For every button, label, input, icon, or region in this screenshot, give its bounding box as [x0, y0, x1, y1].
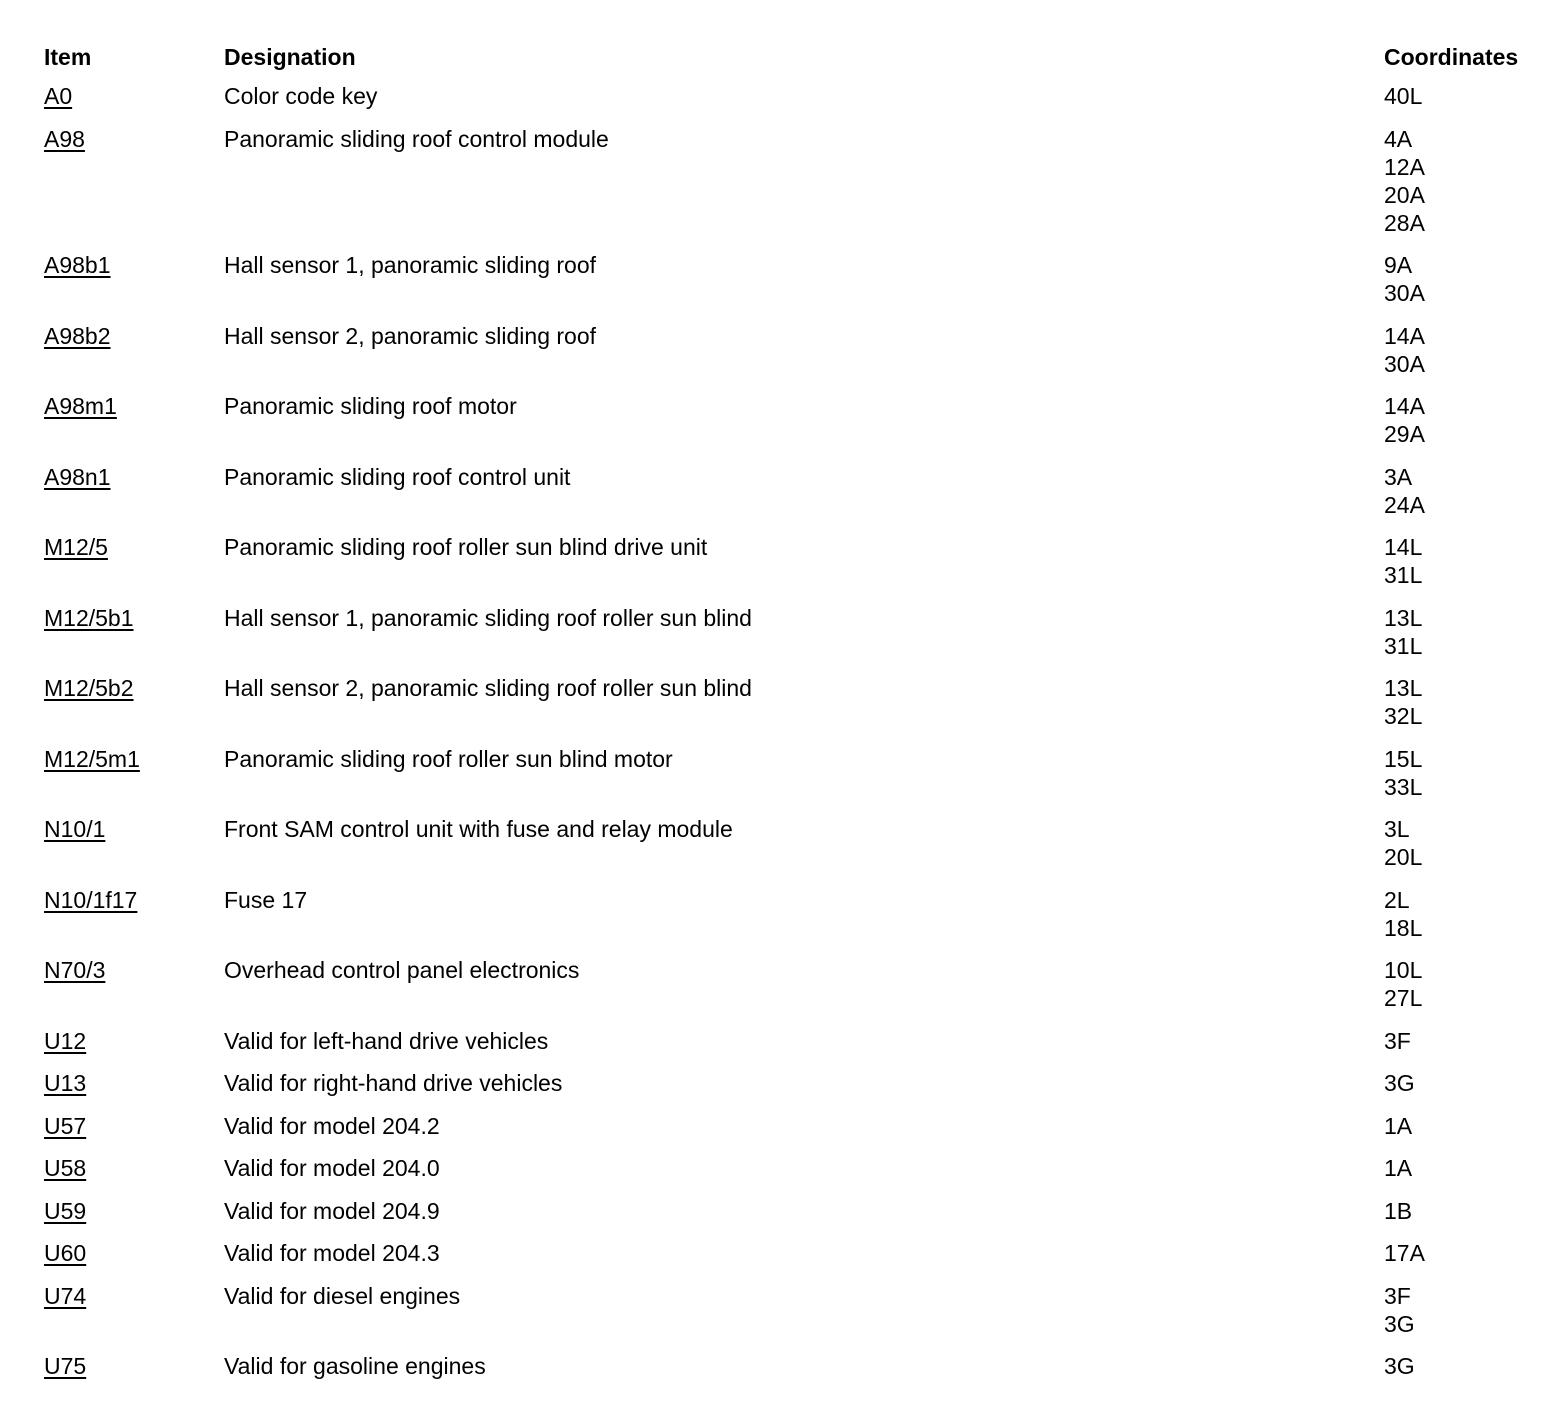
- coordinate-value: 32L: [1384, 703, 1423, 729]
- table-row: [44, 745, 1544, 816]
- coordinate-value: 14A: [1384, 322, 1425, 349]
- coordinate-value: 13L: [1384, 675, 1423, 701]
- item-cell: [44, 392, 117, 420]
- designation-cell: Valid for model 204.3: [224, 1240, 440, 1266]
- coordinates-cell: [1384, 956, 1422, 1012]
- coordinate-value: 28A: [1384, 209, 1425, 236]
- item-link[interactable]: N10/1f17: [44, 886, 138, 913]
- designation-cell: Valid for model 204.9: [224, 1197, 440, 1224]
- coordinate-value: 17A: [1384, 1240, 1425, 1266]
- coordinates-cell: [1384, 1352, 1415, 1380]
- table-row: [44, 1239, 1544, 1282]
- coordinates-cell: [1384, 463, 1425, 519]
- coordinates-cell: [1384, 1027, 1411, 1055]
- coordinate-value: 2L: [1384, 886, 1410, 913]
- item-cell: [44, 815, 105, 843]
- item-cell: [44, 745, 140, 773]
- table-row: [44, 1112, 1544, 1155]
- item-link[interactable]: U12: [44, 1027, 87, 1054]
- item-link[interactable]: M12/5b1: [44, 604, 134, 631]
- item-link[interactable]: N70/3: [44, 957, 106, 983]
- coordinate-value: 3F: [1384, 1282, 1411, 1309]
- item-cell: [44, 1239, 86, 1267]
- coordinates-cell: [1384, 1154, 1412, 1182]
- coordinate-value: 4A: [1384, 125, 1413, 152]
- item-link[interactable]: M12/5b2: [44, 675, 134, 701]
- item-cell: [44, 251, 111, 279]
- coordinates-cell: [1384, 1197, 1412, 1225]
- coordinates-cell: [1384, 674, 1422, 730]
- designation-cell: Overhead control panel electronics: [224, 957, 580, 983]
- coordinates-cell: [1384, 533, 1422, 589]
- coordinates-cell: [1384, 251, 1425, 307]
- item-link[interactable]: U75: [44, 1353, 87, 1379]
- coordinate-value: 3F: [1384, 1027, 1411, 1054]
- table-row: [44, 251, 1544, 322]
- header-item: Item: [44, 44, 92, 70]
- table-row: [44, 392, 1544, 463]
- coordinate-value: 18L: [1384, 914, 1423, 941]
- item-link[interactable]: U74: [44, 1282, 87, 1309]
- item-cell: [44, 1027, 86, 1055]
- coordinate-value: 27L: [1384, 985, 1423, 1011]
- item-cell: [44, 674, 134, 702]
- coordinate-value: 31L: [1384, 562, 1423, 588]
- item-cell: [44, 1352, 86, 1380]
- item-cell: [44, 1282, 86, 1310]
- table-row: [44, 463, 1544, 534]
- coordinate-value: 3G: [1384, 1353, 1415, 1379]
- coordinates-cell: [1384, 1282, 1415, 1338]
- item-cell: [44, 1069, 86, 1097]
- item-cell: [44, 1154, 86, 1182]
- coordinate-value: 30A: [1384, 280, 1425, 306]
- coordinate-value: 24A: [1384, 491, 1425, 518]
- header-coordinates: Coordinates: [1384, 44, 1519, 70]
- table-row: [44, 322, 1544, 393]
- item-cell: [44, 956, 105, 984]
- item-cell: [44, 1112, 86, 1140]
- item-link[interactable]: M12/5m1: [44, 745, 140, 772]
- coordinate-value: 40L: [1384, 83, 1423, 109]
- coordinates-cell: [1384, 392, 1425, 448]
- item-cell: [44, 322, 111, 350]
- item-link[interactable]: N10/1: [44, 816, 106, 842]
- coordinate-value: 14L: [1384, 534, 1423, 560]
- designation-cell: Panoramic sliding roof roller sun blind drive unit: [224, 534, 708, 560]
- table-row: [44, 886, 1544, 957]
- designation-cell: Valid for left-hand drive vehicles: [224, 1027, 549, 1054]
- table-row: [44, 1154, 1544, 1197]
- table-row: [44, 1027, 1544, 1070]
- coordinates-cell: [1384, 745, 1422, 801]
- item-link[interactable]: A98b1: [44, 252, 111, 278]
- coordinates-cell: [1384, 1239, 1425, 1267]
- item-link[interactable]: U60: [44, 1240, 87, 1266]
- coordinate-value: 10L: [1384, 957, 1423, 983]
- header-designation: Designation: [224, 44, 356, 70]
- item-link[interactable]: A98n1: [44, 463, 111, 490]
- item-link[interactable]: A0: [44, 83, 73, 109]
- coordinate-value: 1A: [1384, 1155, 1413, 1181]
- item-cell: [44, 533, 108, 561]
- item-link[interactable]: U13: [44, 1070, 87, 1096]
- designation-cell: Valid for model 204.0: [224, 1155, 440, 1181]
- table-row: [44, 1282, 1544, 1353]
- coordinate-value: 14A: [1384, 393, 1425, 419]
- designation-cell: Valid for right-hand drive vehicles: [224, 1070, 563, 1096]
- item-cell: [44, 82, 72, 110]
- designation-cell: Panoramic sliding roof control unit: [224, 463, 571, 490]
- designation-cell: Valid for model 204.2: [224, 1112, 440, 1139]
- legend-table: [44, 40, 1544, 1395]
- coordinate-value: 33L: [1384, 773, 1423, 800]
- coordinate-value: 12A: [1384, 153, 1425, 180]
- table-row: [44, 604, 1544, 675]
- table-header: [44, 40, 1544, 82]
- table-row: [44, 674, 1544, 745]
- designation-cell: Hall sensor 1, panoramic sliding roof roller sun blind: [224, 604, 752, 631]
- coordinates-cell: [1384, 1069, 1415, 1097]
- item-link[interactable]: U58: [44, 1155, 87, 1181]
- coordinate-value: 3L: [1384, 816, 1410, 842]
- coordinates-cell: [1384, 322, 1425, 378]
- table-row: [44, 1197, 1544, 1240]
- table-row: [44, 815, 1544, 886]
- coordinates-cell: [1384, 886, 1422, 942]
- designation-cell: Hall sensor 1, panoramic sliding roof: [224, 252, 597, 278]
- item-cell: [44, 463, 111, 491]
- designation-cell: Front SAM control unit with fuse and relay module: [224, 816, 733, 842]
- item-link[interactable]: U57: [44, 1112, 87, 1139]
- table-row: [44, 956, 1544, 1027]
- designation-cell: Valid for gasoline engines: [224, 1353, 486, 1379]
- table-row: [44, 125, 1544, 252]
- coordinates-cell: [1384, 604, 1422, 660]
- table-body: [44, 82, 1544, 1395]
- coordinate-value: 20A: [1384, 181, 1425, 208]
- coordinate-value: 29A: [1384, 421, 1425, 447]
- designation-cell: Hall sensor 2, panoramic sliding roof: [224, 322, 597, 349]
- coordinates-cell: [1384, 815, 1422, 871]
- designation-cell: Hall sensor 2, panoramic sliding roof roller sun blind: [224, 675, 752, 701]
- coordinate-value: 20L: [1384, 844, 1423, 870]
- designation-cell: Panoramic sliding roof control module: [224, 125, 609, 152]
- coordinate-value: 15L: [1384, 745, 1423, 772]
- coordinate-value: 1A: [1384, 1112, 1413, 1139]
- coordinate-value: 3G: [1384, 1310, 1415, 1337]
- item-cell: [44, 886, 137, 914]
- designation-cell: Panoramic sliding roof roller sun blind motor: [224, 745, 673, 772]
- item-link[interactable]: A98b2: [44, 322, 111, 349]
- item-cell: [44, 604, 134, 632]
- item-link[interactable]: U59: [44, 1197, 87, 1224]
- table-row: [44, 1352, 1544, 1395]
- item-link[interactable]: A98: [44, 125, 85, 152]
- table-row: [44, 82, 1544, 125]
- item-cell: [44, 125, 85, 153]
- coordinate-value: 1B: [1384, 1197, 1413, 1224]
- item-link[interactable]: M12/5: [44, 534, 108, 560]
- coordinate-value: 3A: [1384, 463, 1413, 490]
- coordinate-value: 30A: [1384, 350, 1425, 377]
- item-cell: [44, 1197, 86, 1225]
- coordinates-cell: [1384, 1112, 1412, 1140]
- coordinate-value: 9A: [1384, 252, 1413, 278]
- coordinates-cell: [1384, 82, 1422, 110]
- designation-cell: Panoramic sliding roof motor: [224, 393, 517, 419]
- designation-cell: Valid for diesel engines: [224, 1282, 461, 1309]
- coordinate-value: 31L: [1384, 632, 1423, 659]
- coordinate-value: 13L: [1384, 604, 1423, 631]
- designation-cell: Color code key: [224, 83, 378, 109]
- coordinate-value: 3G: [1384, 1070, 1415, 1096]
- item-link[interactable]: A98m1: [44, 393, 117, 419]
- designation-cell: Fuse 17: [224, 886, 308, 913]
- table-row: [44, 1069, 1544, 1112]
- table-row: [44, 533, 1544, 604]
- coordinates-cell: [1384, 125, 1425, 237]
